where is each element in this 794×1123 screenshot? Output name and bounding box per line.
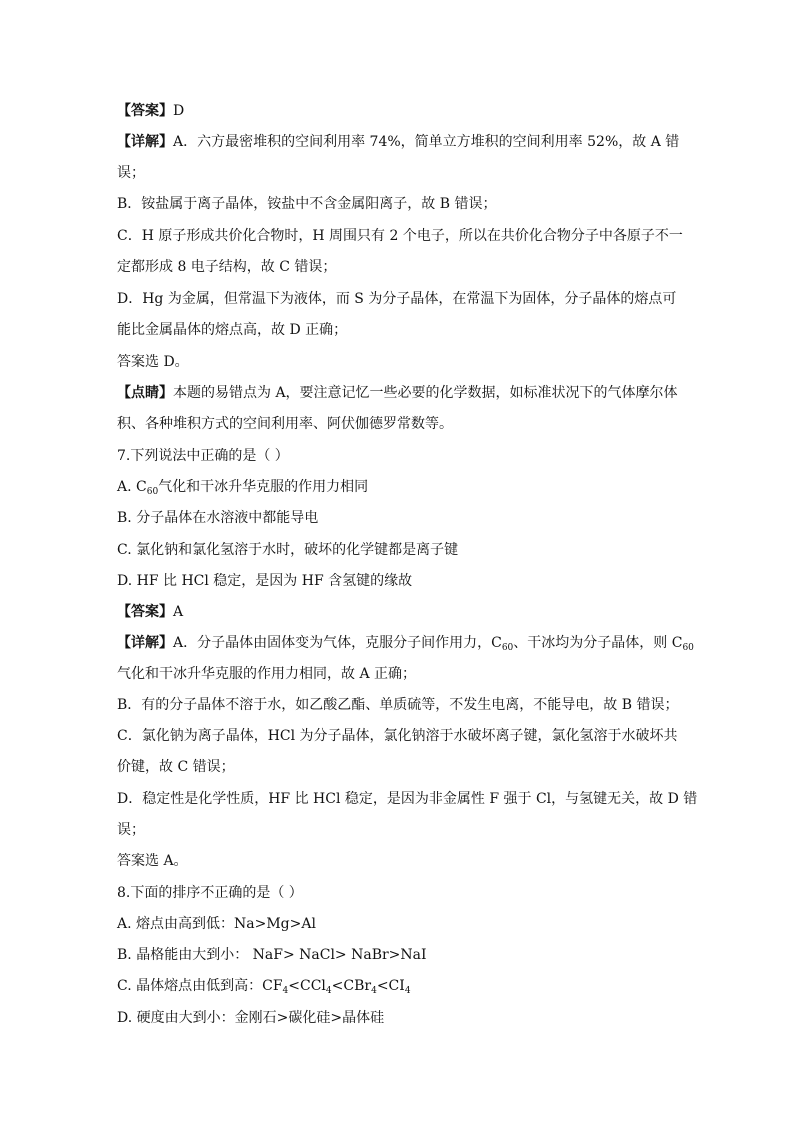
q7-conclusion: 答案选 A。 — [117, 853, 188, 869]
option-text: <CBr — [331, 978, 372, 994]
answer-tag: 【答案】 — [117, 103, 173, 119]
q6-detail-a-line2: 误； — [117, 165, 145, 181]
q6-detail-c-line1: C．H 原子形成共价化合物时，H 周围只有 2 个电子，所以在共价化合物分子中各原子不一 — [117, 228, 683, 244]
q7-detail-a-line2: 气化和干冰升华克服的作用力相同，故 A 正确； — [117, 666, 417, 682]
detail-tag: 【详解】 — [117, 635, 173, 651]
subscript: 4 — [282, 986, 289, 996]
option-text: C. 晶体熔点由低到高：CF — [117, 978, 283, 994]
q6-detail-b: B．铵盐属于离子晶体，铵盐中不含金属阳离子，故 B 错误； — [117, 196, 497, 212]
subscript: 4 — [325, 986, 332, 996]
q6-conclusion: 答案选 D。 — [117, 354, 189, 370]
comment-text: 本题的易错点为 A，要注意记忆一些必要的化学数据，如标准状况下的气体摩尔体 — [173, 385, 678, 401]
option-text: <CI — [376, 978, 405, 994]
q8-option-b: B. 晶格能由大到小： NaF> NaCl> NaBr>NaI — [117, 947, 427, 963]
q8-option-d: D. 硬度由大到小：金刚石>碳化硅>晶体硅 — [117, 1010, 385, 1026]
q7-option-b: B. 分子晶体在水溶液中都能导电 — [117, 510, 319, 526]
q6-answer — [117, 102, 677, 120]
detail-text: A．六方最密堆积的空间利用率 74%，简单立方堆积的空间利用率 52%，故 A 错 — [173, 134, 680, 150]
q7-detail-c-line1: C．氯化钠为离子晶体，HCl 为分子晶体，氯化钠溶于水破坏离子键，氯化氢溶于水破坏共 — [117, 728, 678, 744]
q6-detail-a-line1 — [117, 133, 680, 151]
answer-value: D — [173, 103, 185, 119]
answer-value: A — [173, 604, 184, 620]
subscript: 4 — [404, 986, 411, 996]
subscript: 60 — [501, 643, 514, 653]
comment-tag: 【点睛】 — [117, 385, 173, 401]
detail-text: 、干冰均为分子晶体，则 C — [513, 635, 683, 651]
q7-detail-b: B．有的分子晶体不溶于水，如乙酸乙酯、单质硫等，不发生电离，不能导电，故 B 错误； — [117, 697, 679, 713]
q7-option-d: D. HF 比 HCl 稳定，是因为 HF 含氢键的缘故 — [117, 573, 413, 589]
detail-text: A．分子晶体由固体变为气体，克服分子间作用力，C — [173, 635, 502, 651]
q8-option-c — [117, 977, 677, 995]
q7-option-a — [117, 478, 677, 496]
option-text: <CCl — [288, 978, 326, 994]
q7-detail-d-line2: 误； — [117, 822, 145, 838]
subscript: 60 — [146, 487, 159, 497]
option-text: 气化和干冰升华克服的作用力相同 — [158, 479, 369, 495]
q6-detail-d-line1: D．Hg 为金属，但常温下为液体，而 S 为分子晶体，在常温下为固体，分子晶体的熔点可 — [117, 291, 677, 307]
answer-tag: 【答案】 — [117, 604, 173, 620]
q6-detail-c-line2: 定都形成 8 电子结构，故 C 错误； — [117, 259, 337, 275]
q8-option-a: A. 熔点由高到低：Na>Mg>Al — [117, 916, 316, 932]
subscript: 60 — [682, 643, 694, 653]
q7-detail-a-line1 — [117, 634, 694, 653]
q6-comment-line2: 积、各种堆积方式的空间利用率、阿伏伽德罗常数等。 — [117, 416, 453, 432]
q8-stem: 8.下面的排序不正确的是（ ） — [117, 885, 303, 901]
q6-detail-d-line2: 能比金属晶体的熔点高，故 D 正确； — [117, 322, 348, 338]
q7-detail-c-line2: 价键，故 C 错误； — [117, 759, 235, 775]
q7-option-c: C. 氯化钠和氯化氢溶于水时，破坏的化学键都是离子键 — [117, 542, 459, 558]
q7-answer — [117, 603, 677, 621]
detail-tag: 【详解】 — [117, 134, 173, 150]
option-text: A. C — [117, 479, 147, 495]
q6-comment-line1 — [117, 384, 677, 402]
subscript: 4 — [371, 986, 377, 996]
q7-detail-d-line1: D．稳定性是化学性质，HF 比 HCl 稳定，是因为非金属性 F 强于 Cl，与氢键无关，故 D 错 — [117, 791, 698, 807]
q7-stem: 7.下列说法中正确的是（ ） — [117, 448, 289, 464]
